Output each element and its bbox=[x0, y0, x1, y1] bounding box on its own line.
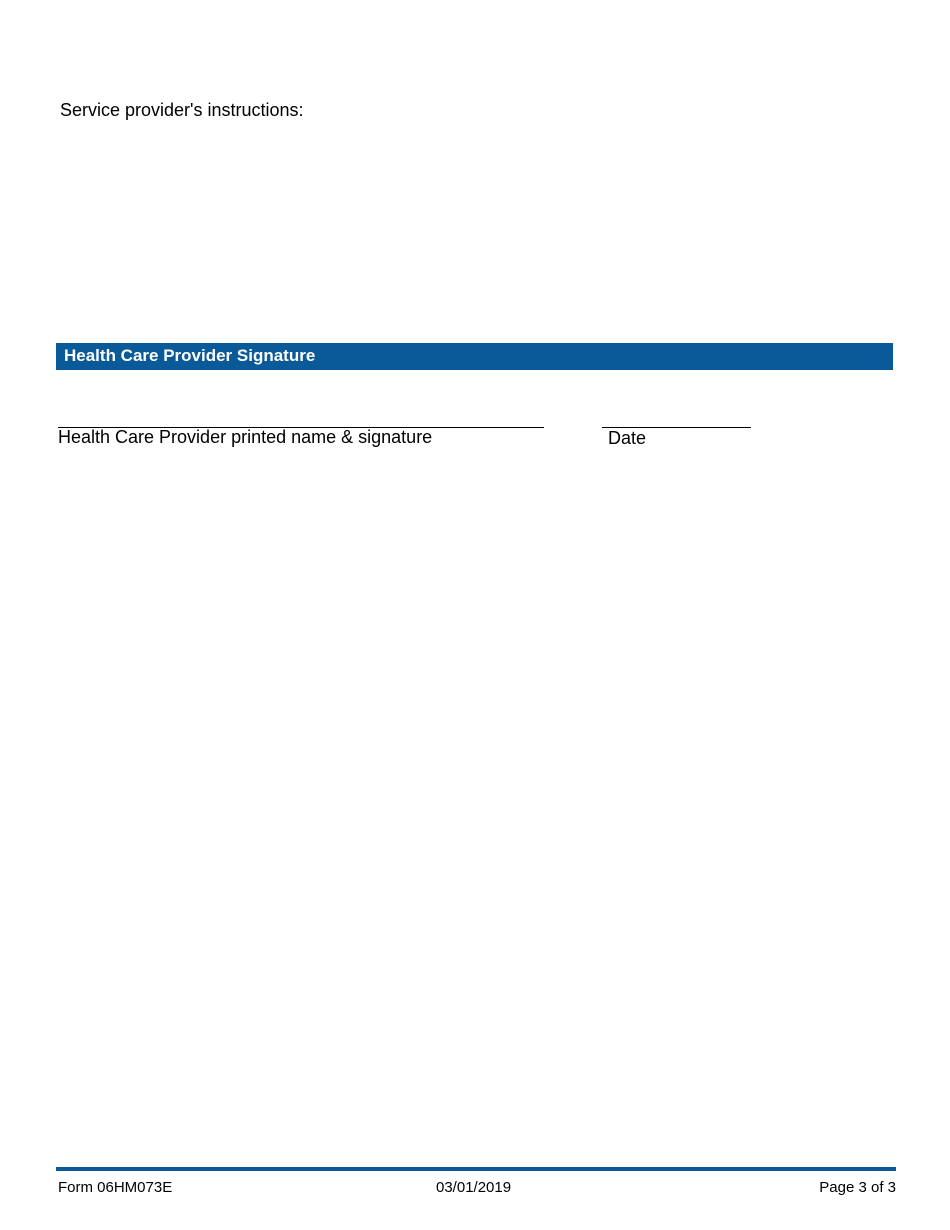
section-title: Health Care Provider Signature bbox=[64, 346, 316, 365]
instructions-label: Service provider's instructions: bbox=[60, 100, 304, 120]
signature-section-header bbox=[56, 343, 893, 370]
footer-date: 03/01/2019 bbox=[436, 1179, 512, 1196]
date-label: Date bbox=[608, 428, 647, 448]
signature-name-label: Health Care Provider printed name & signature bbox=[58, 427, 433, 447]
footer-page-number: Page 3 of 3 bbox=[819, 1179, 896, 1196]
footer-rule bbox=[56, 1167, 896, 1171]
footer-form-number: Form 06HM073E bbox=[58, 1179, 173, 1196]
